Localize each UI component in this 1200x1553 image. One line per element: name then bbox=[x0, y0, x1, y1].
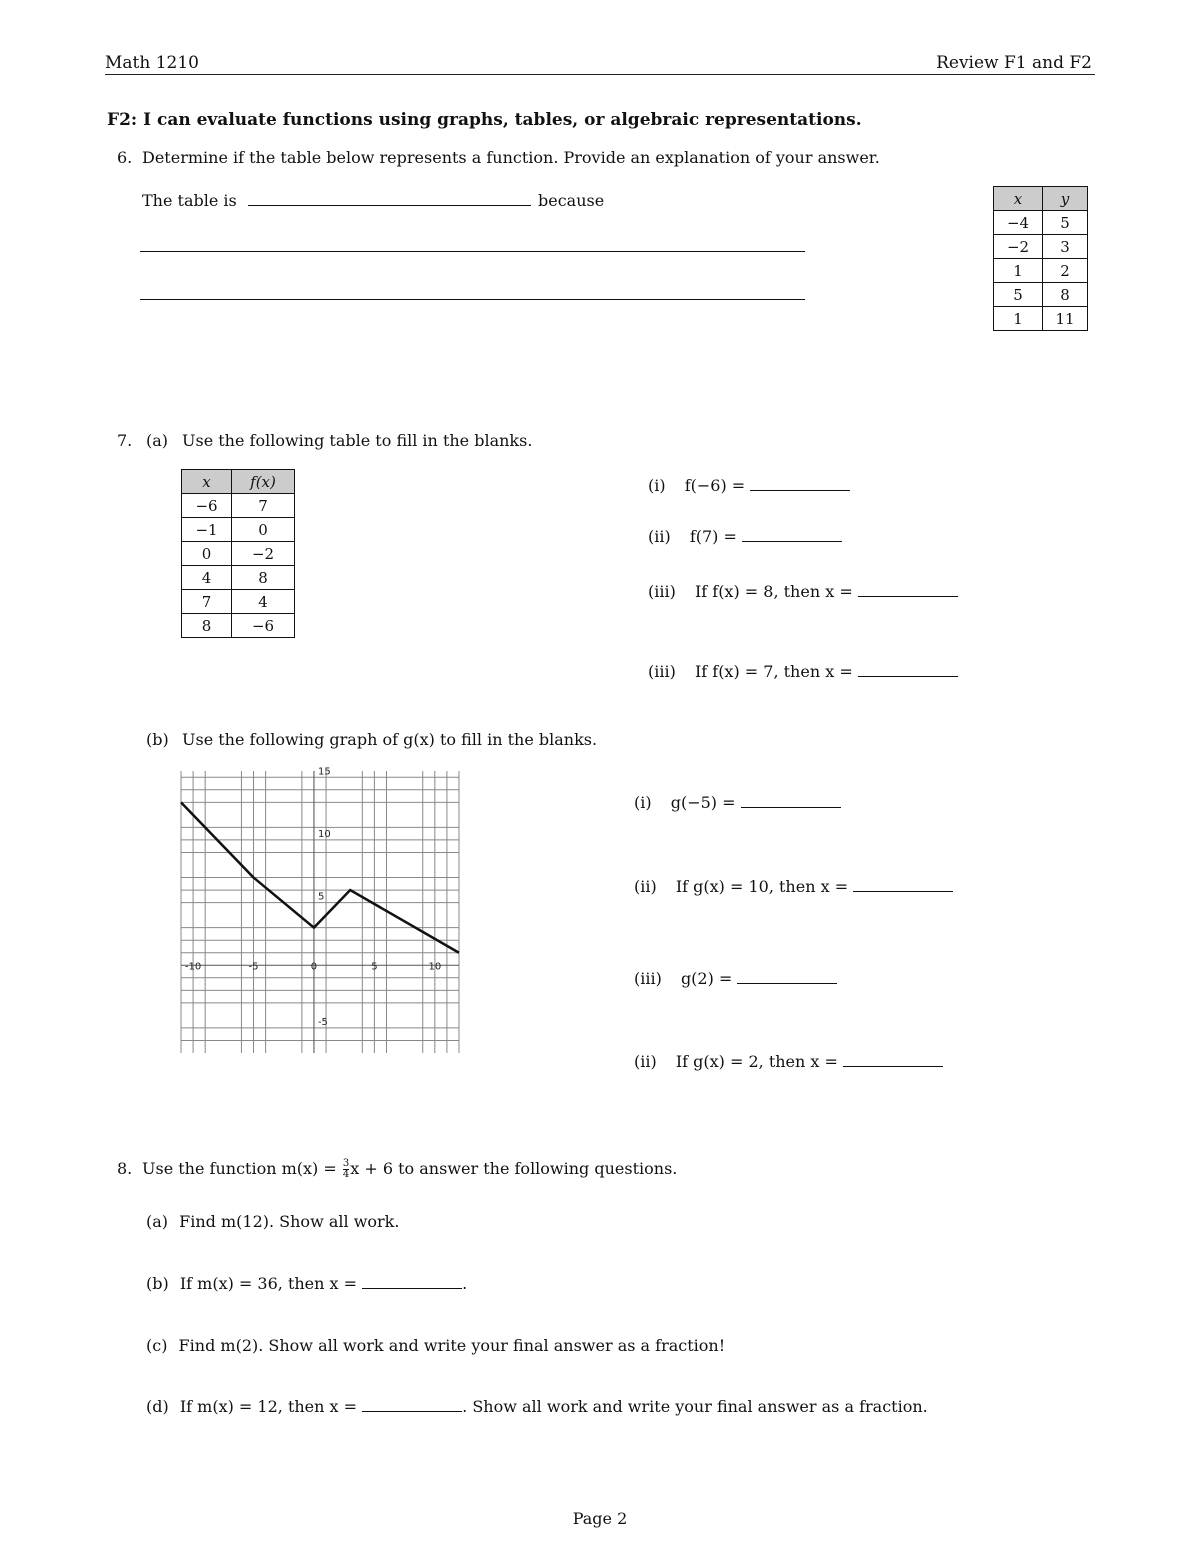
item-label: (i) bbox=[648, 476, 666, 495]
table-header-x: x bbox=[994, 187, 1043, 211]
x-tick-label: -5 bbox=[248, 961, 259, 973]
table-row bbox=[994, 307, 1088, 331]
x-tick-label: -10 bbox=[184, 961, 202, 973]
answer-blank[interactable] bbox=[858, 662, 958, 677]
q8-prompt-end: x + 6 to answer the following questions. bbox=[350, 1159, 678, 1178]
q7a-item-4 bbox=[648, 662, 958, 681]
q7-fx-table bbox=[181, 469, 295, 638]
table-row bbox=[994, 283, 1088, 307]
q8a bbox=[146, 1212, 399, 1231]
q8c bbox=[146, 1336, 725, 1355]
answer-blank[interactable] bbox=[741, 793, 841, 808]
q6-because-label: because bbox=[538, 191, 605, 210]
table-cell: 7 bbox=[232, 494, 295, 518]
table-header-row bbox=[994, 187, 1088, 211]
q6-explanation-line-2[interactable] bbox=[140, 299, 805, 300]
q6-answer-blank[interactable] bbox=[248, 205, 531, 206]
three-quarters-fraction bbox=[343, 1159, 349, 1180]
table-cell: −4 bbox=[994, 211, 1043, 235]
q7b-item-2 bbox=[634, 877, 953, 896]
q8-number: 8. bbox=[117, 1159, 133, 1178]
q7a-item-1 bbox=[648, 476, 850, 495]
item-text: Find m(12). Show all work. bbox=[179, 1212, 400, 1231]
item-text-end: . Show all work and write your final answer as a fraction. bbox=[462, 1397, 928, 1416]
answer-blank[interactable] bbox=[737, 969, 837, 984]
item-label: (a) bbox=[146, 1212, 169, 1231]
table-cell: −1 bbox=[182, 518, 232, 542]
q6-prompt: Determine if the table below represents a function. Provide an explanation of your answer. bbox=[142, 148, 880, 167]
table-cell: 1 bbox=[994, 307, 1043, 331]
item-label: (ii) bbox=[634, 877, 657, 896]
y-tick-label: 5 bbox=[317, 891, 325, 903]
q6-explanation-line-1[interactable] bbox=[140, 251, 805, 252]
item-text: If m(x) = 36, then x = bbox=[179, 1274, 358, 1293]
answer-blank[interactable] bbox=[362, 1274, 462, 1289]
table-cell: 4 bbox=[232, 590, 295, 614]
review-title: Review F1 and F2 bbox=[936, 53, 1092, 73]
item-label: (ii) bbox=[648, 527, 671, 546]
item-label: (iii) bbox=[648, 662, 676, 681]
table-cell: 5 bbox=[994, 283, 1043, 307]
item-text: If m(x) = 12, then x = bbox=[179, 1397, 358, 1416]
page-number: Page 2 bbox=[572, 1509, 628, 1528]
table-row bbox=[182, 566, 295, 590]
answer-blank[interactable] bbox=[362, 1397, 462, 1412]
table-cell: 4 bbox=[182, 566, 232, 590]
table-cell: 11 bbox=[1043, 307, 1088, 331]
y-tick-label: -5 bbox=[317, 1016, 328, 1028]
table-cell: 7 bbox=[182, 590, 232, 614]
header-rule bbox=[105, 74, 1095, 75]
q8d bbox=[146, 1397, 928, 1416]
table-cell: 0 bbox=[232, 518, 295, 542]
q7-number: 7. bbox=[117, 431, 133, 450]
course-title: Math 1210 bbox=[105, 53, 199, 73]
item-label: (i) bbox=[634, 793, 652, 812]
table-cell: 2 bbox=[1043, 259, 1088, 283]
item-text-end: . bbox=[462, 1274, 468, 1293]
item-label: (ii) bbox=[634, 1052, 657, 1071]
table-header-x: x bbox=[182, 470, 232, 494]
table-row bbox=[182, 542, 295, 566]
item-expression: f(7) = bbox=[689, 527, 737, 546]
table-row bbox=[994, 235, 1088, 259]
q7a-item-3 bbox=[648, 582, 958, 601]
q7a-item-2 bbox=[648, 527, 842, 546]
fraction-numerator: 3 bbox=[342, 1158, 350, 1169]
table-cell: 8 bbox=[232, 566, 295, 590]
item-expression: g(2) = bbox=[680, 969, 733, 988]
y-tick-label: 10 bbox=[317, 828, 331, 840]
item-label: (c) bbox=[146, 1336, 168, 1355]
x-tick-label: 10 bbox=[428, 961, 442, 973]
table-row bbox=[182, 614, 295, 638]
item-expression: g(−5) = bbox=[670, 793, 736, 812]
q7b-label: (b) bbox=[146, 730, 169, 749]
table-cell: 0 bbox=[182, 542, 232, 566]
q8-prompt bbox=[142, 1159, 677, 1180]
table-header-row bbox=[182, 470, 295, 494]
table-cell: 1 bbox=[994, 259, 1043, 283]
g-of-x-graph bbox=[175, 767, 465, 1057]
answer-blank[interactable] bbox=[853, 877, 953, 892]
item-text: Find m(2). Show all work and write your final answer as a fraction! bbox=[178, 1336, 726, 1355]
fraction-denominator: 4 bbox=[342, 1169, 350, 1180]
q7b-item-3 bbox=[634, 969, 837, 988]
answer-blank[interactable] bbox=[750, 476, 850, 491]
q6-table-is-label: The table is bbox=[142, 191, 237, 210]
item-expression: If g(x) = 2, then x = bbox=[675, 1052, 838, 1071]
table-row bbox=[182, 494, 295, 518]
table-cell: 3 bbox=[1043, 235, 1088, 259]
table-cell: 8 bbox=[182, 614, 232, 638]
table-cell: −2 bbox=[232, 542, 295, 566]
q7a-label: (a) bbox=[146, 431, 169, 450]
section-title: F2: I can evaluate functions using graphs, tables, or algebraic representations. bbox=[107, 110, 862, 130]
q7b-item-1 bbox=[634, 793, 841, 812]
q8-prompt-start: Use the function m(x) = bbox=[142, 1159, 337, 1178]
answer-blank[interactable] bbox=[843, 1052, 943, 1067]
item-expression: If f(x) = 7, then x = bbox=[694, 662, 853, 681]
table-header-fx: f(x) bbox=[232, 470, 295, 494]
table-header-y: y bbox=[1043, 187, 1088, 211]
item-label: (iii) bbox=[648, 582, 676, 601]
q7a-prompt: Use the following table to fill in the blanks. bbox=[182, 431, 533, 450]
answer-blank[interactable] bbox=[858, 582, 958, 597]
table-cell: −6 bbox=[232, 614, 295, 638]
table-row bbox=[994, 211, 1088, 235]
item-label: (iii) bbox=[634, 969, 662, 988]
table-cell: 8 bbox=[1043, 283, 1088, 307]
x-tick-label: 0 bbox=[310, 961, 318, 973]
table-cell: 5 bbox=[1043, 211, 1088, 235]
q8b bbox=[146, 1274, 467, 1293]
q7b-item-4 bbox=[634, 1052, 943, 1071]
table-row bbox=[182, 518, 295, 542]
q6-xy-table bbox=[993, 186, 1088, 331]
item-label: (d) bbox=[146, 1397, 169, 1416]
q7b-prompt: Use the following graph of g(x) to fill in the blanks. bbox=[182, 730, 598, 749]
table-row bbox=[182, 590, 295, 614]
item-expression: If f(x) = 8, then x = bbox=[694, 582, 853, 601]
answer-blank[interactable] bbox=[742, 527, 842, 542]
item-label: (b) bbox=[146, 1274, 169, 1293]
table-cell: −2 bbox=[994, 235, 1043, 259]
table-row bbox=[994, 259, 1088, 283]
x-tick-label: 5 bbox=[371, 961, 378, 973]
item-expression: f(−6) = bbox=[684, 476, 746, 495]
item-expression: If g(x) = 10, then x = bbox=[675, 877, 849, 896]
y-tick-label: 15 bbox=[317, 767, 331, 778]
q6-number: 6. bbox=[117, 148, 133, 167]
table-cell: −6 bbox=[182, 494, 232, 518]
